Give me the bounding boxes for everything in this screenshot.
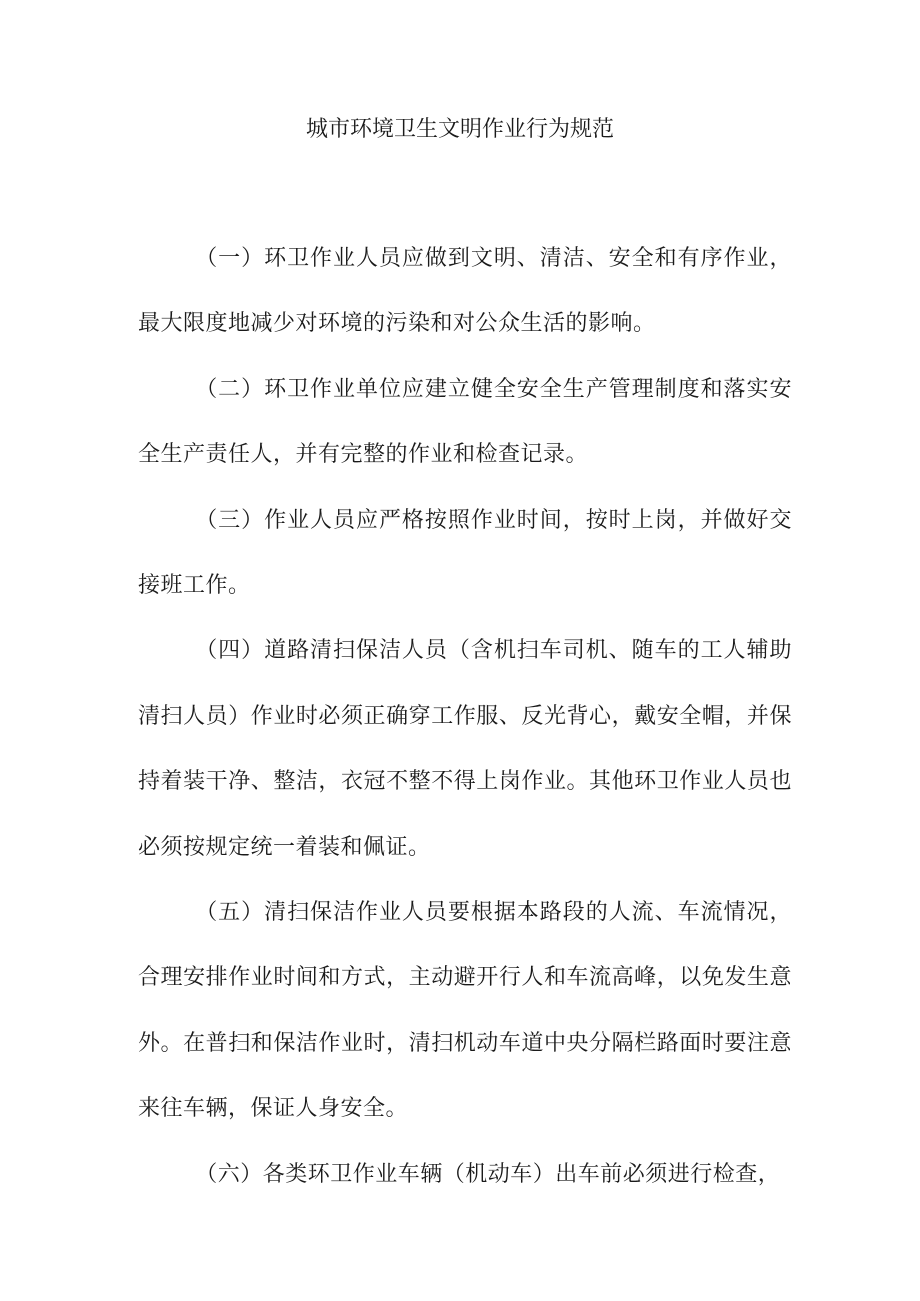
paragraph-3: （三）作业人员应严格按照作业时间，按时上岗，并做好交接班工作。	[138, 507, 792, 599]
paragraph-5: （五）清扫保洁作业人员要根据本路段的人流、车流情况，合理安排作业时间和方式，主动避开行人和车流高峰，以免发生意外。在普扫和保洁作业时，清扫机动车道中央分隔栏路面时要注意来往车辆，保证人身安全。	[138, 900, 792, 1122]
document-title: 城市环境卫生文明作业行为规范	[305, 117, 614, 142]
paragraph-2: （二）环卫作业单位应建立健全安全生产管理制度和落实安全生产责任人，并有完整的作业和检查记录。	[138, 376, 792, 468]
paragraph-1: （一）环卫作业人员应做到文明、清洁、安全和有序作业，最大限度地减少对环境的污染和对公众生活的影响。	[138, 246, 792, 337]
paragraph-6: （六）各类环卫作业车辆（机动车）出车前必须进行检查，	[195, 1161, 781, 1187]
paragraph-4: （四）道路清扫保洁人员（含机扫车司机、随车的工人辅助清扫人员）作业时必须正确穿工作服、反光背心，戴安全帽，并保持着装干净、整洁，衣冠不整不得上岗作业。其他环卫作业人员也必须按规定统一着装和佩证。	[138, 638, 792, 860]
document-body	[138, 226, 792, 1207]
